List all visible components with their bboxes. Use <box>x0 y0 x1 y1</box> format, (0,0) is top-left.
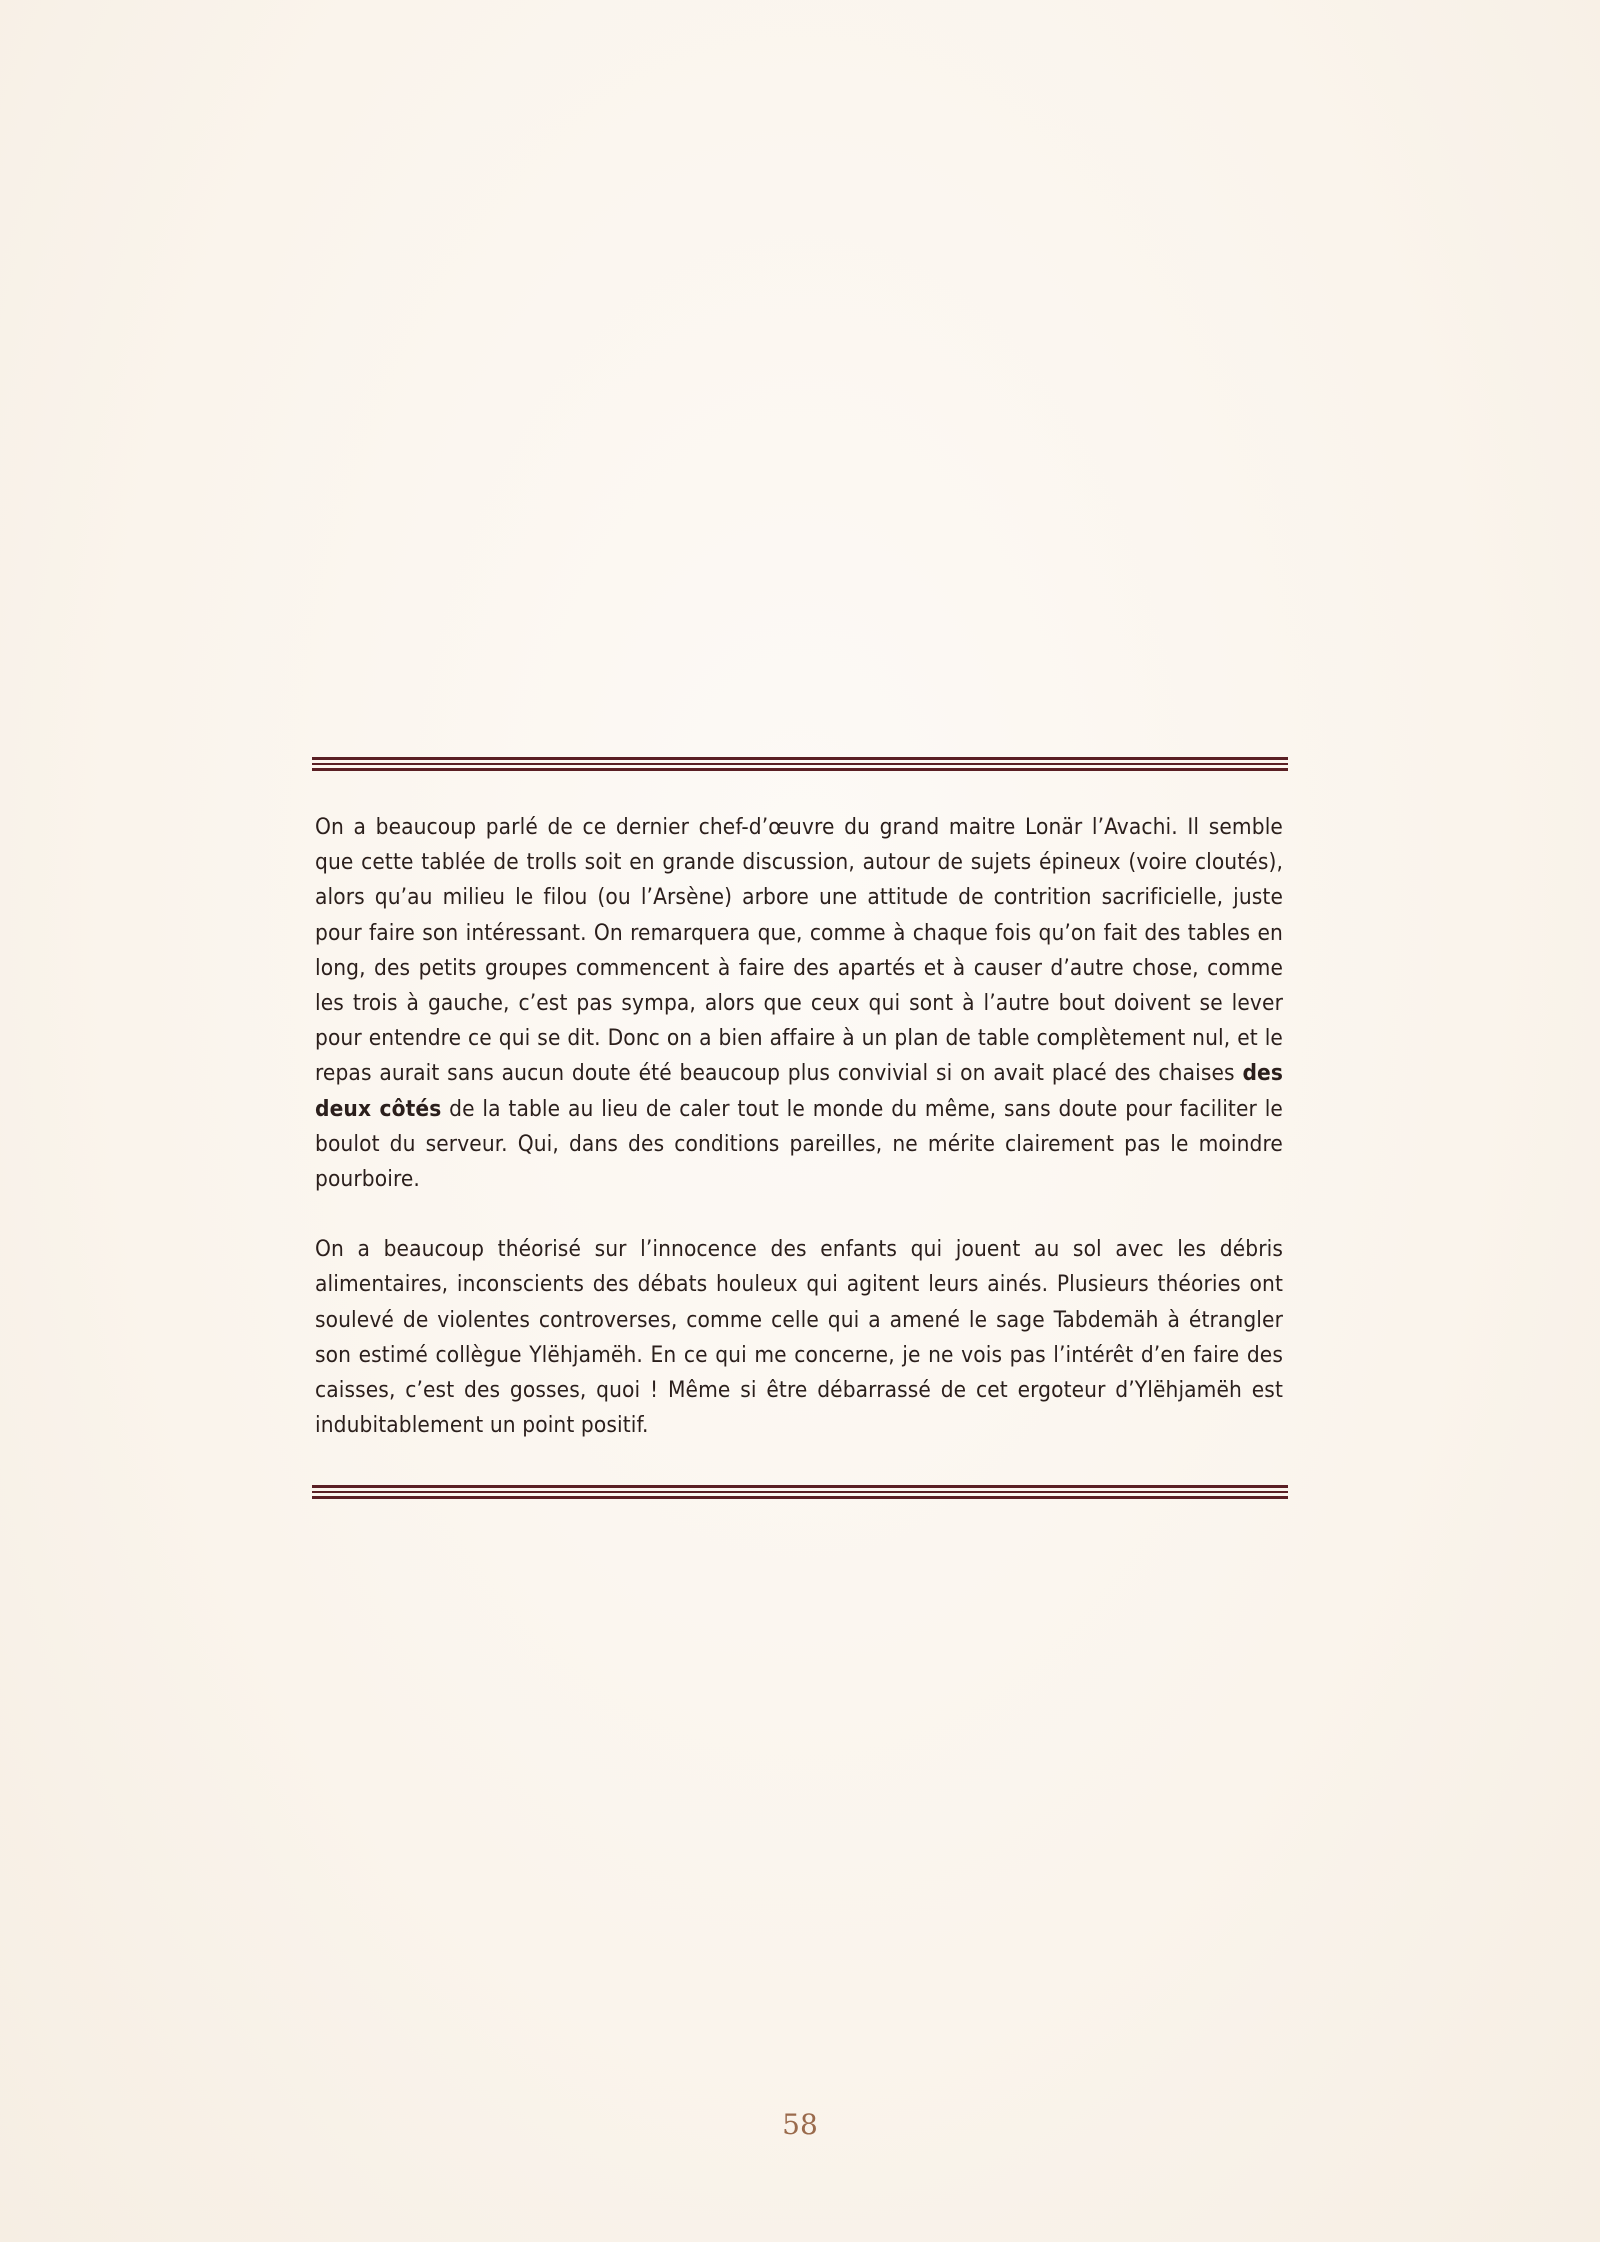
top-divider <box>312 757 1288 771</box>
divider-line <box>312 768 1288 771</box>
divider-line <box>312 1485 1288 1488</box>
page-number: 58 <box>782 2108 818 2141</box>
divider-line <box>312 757 1288 760</box>
divider-line <box>312 1496 1288 1499</box>
paragraph-1-before: On a beaucoup parlé de ce dernier chef-d’œuvre du grand maitre Lonär l’Avachi. Il semble que cette tablée de trolls soit en grande discussion, autour de sujets épineux (voire cloutés), alors qu’au milieu le filou (ou l’Arsène) arbore une attitude de contrition sacrificielle, juste pour faire son intéressant. On remarquera que, comme à chaque fois qu’on fait des tables en long, des petits groupes commencent à faire des apartés et à causer d’autre chose, comme les trois à gauche, c’est pas sympa, alors que ceux qui sont à l’autre bout doivent se lever pour entendre ce qui se dit. Donc on a bien affaire à un plan de table complètement nul, et le repas aurait sans aucun doute été beaucoup plus convivial si on avait placé des chaises <box>315 814 1283 1087</box>
divider-line <box>312 763 1288 765</box>
paragraph-2: On a beaucoup théorisé sur l’innocence des enfants qui jouent au sol avec les débris alimentaires, inconscients des débats houleux qui agitent leurs ainés. Plusieurs théories ont soulevé de violentes controverses, comme celle qui a amené le sage Tabdemäh à étrangler son estimé collègue Ylëhjamëh. En ce qui me concerne, je ne vois pas l’intérêt d’en faire des caisses, c’est des gosses, quoi ! Même si être débarrassé de cet ergoteur d’Ylëhjamëh est indubitablement un point positif. <box>315 1236 1283 1439</box>
paragraph-1-emphasis: des deux côtés <box>315 1060 1284 1122</box>
bottom-divider <box>312 1485 1288 1499</box>
body-text <box>315 810 1283 1478</box>
paragraph-1-after: de la table au lieu de caler tout le monde du même, sans doute pour faciliter le boulot du serveur. Qui, dans des conditions pareilles, ne mérite clairement pas le moindre pourboire. <box>315 1095 1283 1193</box>
divider-line <box>312 1491 1288 1493</box>
paragraph-1 <box>315 810 1283 1197</box>
